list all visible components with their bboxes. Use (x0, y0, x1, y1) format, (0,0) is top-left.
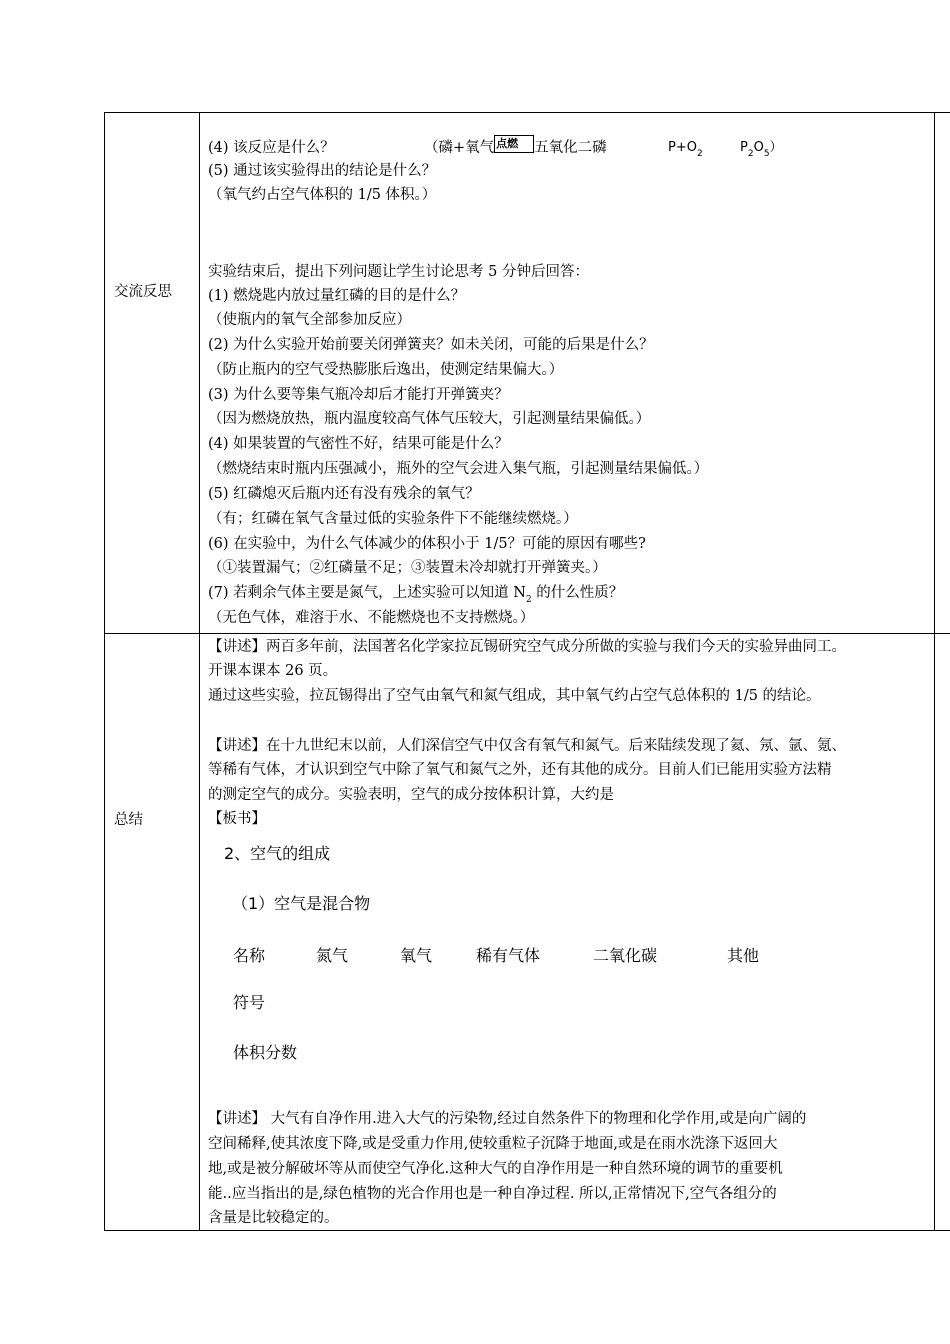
narration-3-line: 空间稀释,使其浓度下降,或是受重力作用,使较重粒子沉降于地面,或是在雨水洗涤下返回大 (208, 1136, 778, 1152)
discussion-line: (5) 红磷熄灭后瓶内还有没有残余的氧气？ (208, 486, 480, 502)
composition-row-volume: 体积分数 (233, 1043, 298, 1062)
narration-1-line: 通过这些实验，拉瓦锡得出了空气由氧气和氮气组成，其中氧气约占空气总体积的 1/5 的结论。 (208, 688, 821, 704)
table-bottom-border (104, 1230, 950, 1231)
heading-air-composition: 2、空气的组成 (224, 844, 331, 863)
discussion-line: （使瓶内的氧气全部参加反应） (208, 312, 411, 328)
table-top-border (104, 112, 950, 113)
formula-right: $P_2O_5$） (740, 140, 783, 159)
board-label: 【板书】 (208, 811, 266, 827)
answer-7: （无色气体，难溶于水、不能燃烧也不支持燃烧。） (208, 610, 535, 626)
narration-2-line: 等稀有气体，才认识到空气中除了氧气和氮气之外，还有其他的成分。目前人们已能用实验方法精 (208, 762, 832, 778)
discussion-line: (2) 为什么实验开始前要关闭弹簧夹？如未关闭，可能的后果是什么？ (208, 337, 654, 353)
narration-3-line: 地,或是被分解破坏等从而使空气净化.这种大气的自净作用是一种自然环境的调节的重要机 (208, 1161, 783, 1177)
discussion-line: (1) 燃烧匙内放过量红磷的目的是什么？ (208, 288, 466, 304)
composition-header-co2: 二氧化碳 (593, 946, 658, 965)
narration-3-line: 【讲述】 大气有自净作用.进入大气的污染物,经过自然条件下的物理和化学作用,或是向广阔的 (208, 1111, 807, 1127)
narration-3-line: 含量是比较稳定的。 (208, 1210, 339, 1226)
question-5: (5) 通过该实验得出的结论是什么？ (208, 163, 437, 179)
narration-3-line: 能..应当指出的是,绿色植物的光合作用也是一种自净过程. 所以,正常情况下,空气各组分的 (208, 1186, 777, 1202)
discussion-line: （防止瓶内的空气受热膨胀后逸出，使测定结果偏大。） (208, 362, 564, 378)
narration-1-line: 开课本课本 26 页。 (208, 663, 338, 679)
narration-2-line: 的测定空气的成分。实验表明，空气的成分按体积计算，大约是 (208, 787, 614, 803)
reaction-product: 五氧化二磷 (534, 140, 607, 156)
discussion-line: (6) 在实验中，为什么气体减少的体积小于 1/5？可能的原因有哪些? (208, 536, 646, 552)
discussion-line: (4) 如果装置的气密性不好，结果可能是什么？ (208, 436, 509, 452)
section-label-exchange: 交流反思 (114, 284, 172, 300)
narration-2-line: 【讲述】在十九世纪末以前，人们深信空气中仅含有氧气和氮气。后来陆续发现了氦、氖、氩、氪、 (208, 738, 846, 754)
table-left-border (104, 112, 105, 1231)
row-divider (104, 633, 950, 634)
question-4: (4) 该反应是什么？ (208, 140, 335, 156)
discussion-line: （有；红磷在氧气含量过低的实验条件下不能继续燃烧。） (208, 511, 578, 527)
discussion-line: （因为燃烧放热，瓶内温度较高气体气压较大，引起测量结果偏低。） (208, 411, 651, 427)
discussion-line: (3) 为什么要等集气瓶冷却后才能打开弹簧夹？ (208, 387, 509, 403)
reaction-reactants: （磷+氧气 (424, 140, 495, 156)
answer-5: （氧气约占空气体积的 1/5 体积。） (208, 187, 437, 203)
formula-left: $P+O_2$ (668, 140, 703, 159)
heading-mixture: （1）空气是混合物 (232, 894, 371, 913)
discussion-intro: 实验结束后，提出下列问题让学生讨论思考 5 分钟后回答： (208, 264, 589, 280)
question-7: (7) 若剩余气体主要是氮气，上述实验可以知道 $N_2$ 的什么性质？ (208, 585, 624, 605)
discussion-line: （燃烧结束时瓶内压强减小，瓶外的空气会进入集气瓶，引起测量结果偏低。） (208, 461, 709, 477)
table-right-border (934, 112, 935, 1231)
composition-header-name: 名称 (233, 946, 266, 965)
narration-1-line: 【讲述】两百多年前，法国著名化学家拉瓦锡研究空气成分所做的实验与我们今天的实验异曲同工。 (208, 639, 846, 655)
composition-header-nitrogen: 氮气 (316, 946, 349, 965)
ignite-arrow: 点燃 (494, 139, 534, 157)
column-divider (199, 112, 200, 1231)
reaction-equation (424, 139, 607, 157)
composition-header-oxygen: 氧气 (400, 946, 433, 965)
composition-header-noble-gas: 稀有气体 (476, 946, 541, 965)
composition-row-symbol: 符号 (233, 993, 266, 1012)
section-label-summary: 总结 (114, 812, 143, 828)
composition-header-other: 其他 (727, 946, 760, 965)
discussion-line: （①装置漏气；②红磷量不足；③装置未冷却就打开弹簧夹。） (208, 560, 607, 576)
